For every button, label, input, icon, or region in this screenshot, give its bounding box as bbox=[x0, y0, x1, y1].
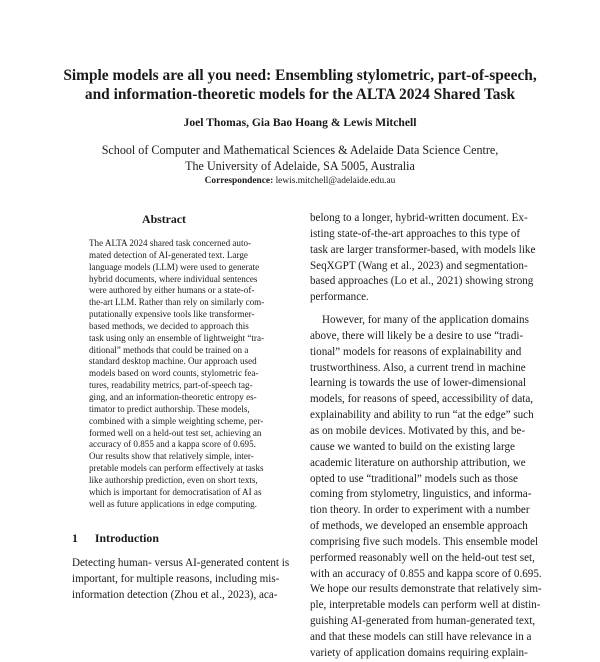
abstract-line: The ALTA 2024 shared task concerned auto- bbox=[89, 238, 252, 248]
abstract-line: mated detection of AI-generated text. Large bbox=[89, 249, 248, 260]
body-line: with an accuracy of 0.855 and kappa score of 0.695. bbox=[310, 567, 542, 580]
abstract-line: like authorship prediction, even on short texts, bbox=[89, 474, 258, 485]
correspondence bbox=[40, 175, 560, 187]
abstract-line: pretable models can perform effectively at tasks bbox=[89, 463, 264, 474]
abstract-heading: Abstract bbox=[142, 212, 186, 226]
section-heading-introduction bbox=[72, 531, 159, 545]
abstract-line: language models (LLM) were used to generate bbox=[89, 261, 260, 272]
abstract-line: the-art LLM. Rather than rely on similarly com- bbox=[89, 297, 265, 308]
body-line: However, for many of the application domains bbox=[322, 314, 529, 327]
correspondence-email[interactable]: lewis.mitchell@adelaide.edu.au bbox=[275, 176, 396, 186]
body-line: opted to use “traditional” models such as those bbox=[310, 472, 518, 485]
title-line: Simple models are all you need: Ensembling stylometric, part-of-speech, bbox=[63, 67, 537, 84]
abstract-line: models based on word counts, stylometric fea- bbox=[89, 368, 259, 379]
body-line: tional” models for reasons of explainability and bbox=[310, 345, 522, 358]
body-line: performed reasonably well on the held-out test set, bbox=[310, 551, 535, 564]
intro-line: information detection (Zhou et al., 2023), aca- bbox=[72, 588, 278, 601]
introduction-body bbox=[72, 556, 304, 603]
body-line: of methods, we developed an ensemble approach bbox=[310, 520, 528, 533]
abstract-line: timator to predict authorship. These models, bbox=[89, 403, 250, 414]
author-list: Joel Thomas, Gia Bao Hoang & Lewis Mitchell bbox=[183, 116, 417, 129]
abstract-line: well as future applications in edge computing. bbox=[89, 498, 257, 509]
body-line: tion theory. In order to experiment with a number bbox=[310, 504, 530, 517]
abstract-line: tures, readability metrics, part-of-speech tag- bbox=[89, 380, 253, 391]
section-number: 1 bbox=[72, 531, 78, 545]
abstract-line: formed well on a held-out test set, achieving an bbox=[89, 427, 262, 438]
abstract-line: task using only an ensemble of lightweight “tra- bbox=[89, 332, 265, 343]
paper-title bbox=[40, 66, 560, 104]
abstract-line: combined with a simple weighting scheme, per- bbox=[89, 415, 264, 426]
intro-line: important, for multiple reasons, including mis- bbox=[72, 572, 280, 585]
body-line: comprising five such models. This ensemble model bbox=[310, 535, 539, 548]
abstract-body bbox=[89, 238, 303, 510]
body-line: as on mobile devices. Motivated by this, and be- bbox=[310, 424, 526, 437]
body-line: task are larger transformer-based, with models like bbox=[310, 243, 536, 256]
body-line: belong to a longer, hybrid-written document. Ex- bbox=[310, 212, 528, 224]
abstract-line: putationally expensive tools like transformer- bbox=[89, 309, 255, 320]
affiliation-line: The University of Adelaide, SA 5005, Australia bbox=[185, 158, 415, 173]
body-line: variety of application domains requiring explain- bbox=[310, 646, 528, 659]
title-line: and information-theoretic models for the ALTA 2024 Shared Task bbox=[84, 86, 516, 103]
body-line: coming from stylometry, linguistics, and informa- bbox=[310, 488, 532, 501]
body-line: based approaches (Lo et al., 2021) showing strong bbox=[310, 275, 534, 288]
abstract-line: ditional” methods that could be trained on a bbox=[89, 344, 249, 355]
affiliation bbox=[40, 143, 560, 174]
abstract-line: hybrid documents, where individual sentences bbox=[89, 273, 258, 284]
correspondence-label: Correspondence: bbox=[204, 176, 274, 186]
right-column bbox=[310, 211, 542, 662]
abstract-line: were authored by either humans or a state-of- bbox=[89, 285, 255, 296]
body-line: ple, interpretable models can perform well at distin- bbox=[310, 599, 541, 612]
section-title: Introduction bbox=[94, 531, 159, 545]
abstract-line: Our results show that relatively simple, inter- bbox=[89, 451, 254, 462]
affiliation-line: School of Computer and Mathematical Sciences & Adelaide Data Science Centre, bbox=[101, 143, 499, 157]
body-line: isting state-of-the-art approaches to this type of bbox=[310, 227, 521, 240]
body-line: above, there will likely be a desire to use “tradi- bbox=[310, 329, 524, 342]
body-line: models, for reasons of speed, accessibility of data, bbox=[310, 393, 534, 406]
body-line: cause we wanted to build on the existing large bbox=[310, 440, 515, 453]
body-line: learning is towards the use of lower-dimensional bbox=[310, 377, 527, 390]
body-line: We hope our results demonstrate that relatively sim- bbox=[310, 583, 542, 596]
abstract-line: standard desktop machine. Our approach used bbox=[89, 356, 257, 367]
intro-line: Detecting human- versus AI-generated content is bbox=[72, 557, 290, 569]
body-line: guishing AI-generated from human-generated text, bbox=[310, 615, 536, 628]
abstract-line: based methods, we decided to approach this bbox=[89, 320, 249, 331]
abstract-line: accuracy of 0.855 and a kappa score of 0.695. bbox=[89, 439, 256, 450]
abstract-line: ging, and an information-theoretic entropy es- bbox=[89, 391, 257, 402]
body-line: explainability and ability to run “at the edge” such bbox=[310, 409, 534, 422]
body-line: trustworthiness. Also, a current trend in machine bbox=[310, 361, 526, 374]
body-line: and that these models can still have relevance in a bbox=[310, 630, 532, 643]
body-line: SeqXGPT (Wang et al., 2023) and segmentation- bbox=[310, 259, 528, 272]
abstract-line: which is important for democratisation of AI as bbox=[89, 486, 262, 497]
body-line: performance. bbox=[310, 291, 369, 304]
paragraph-gap bbox=[310, 306, 532, 313]
body-line: academic literature on authorship attribution, we bbox=[310, 456, 526, 469]
